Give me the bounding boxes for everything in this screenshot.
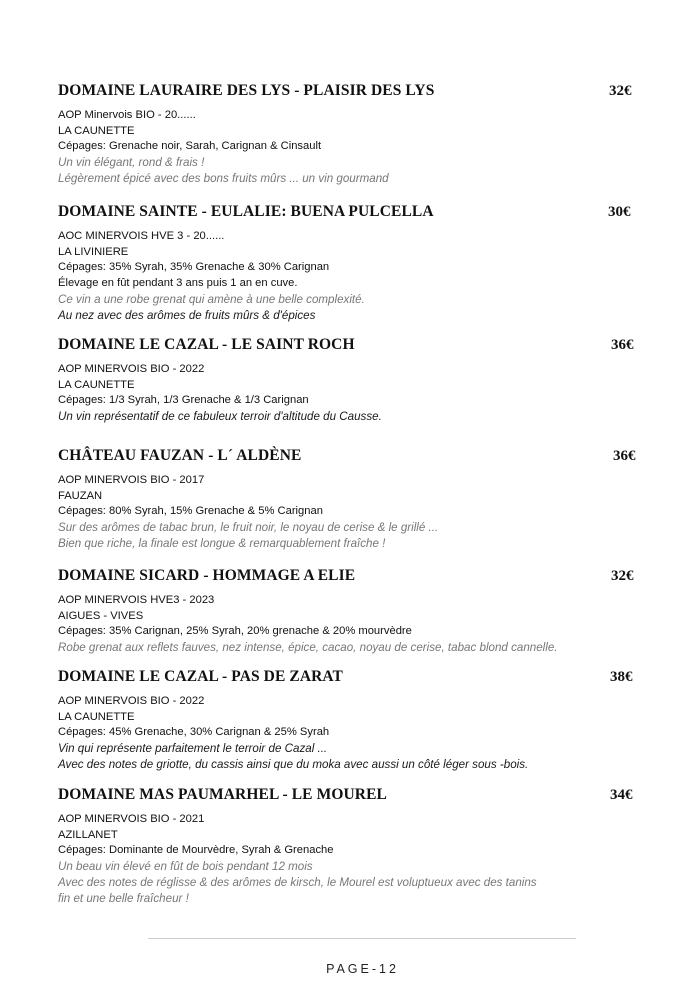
wine-cepages: Cépages: 80% Syrah, 15% Grenache & 5% Carignan [58, 505, 323, 518]
wine-description: Robe grenat aux reflets fauves, nez intense, épice, cacao, noyau de cerise, tabac blond cannelle. [58, 641, 558, 655]
wine-price: 36€ [611, 337, 634, 353]
wine-description: Légèrement épicé avec des bons fruits mûrs ... un vin gourmand [58, 171, 389, 185]
wine-description: Au nez avec des arômes de fruits mûrs & d'épices [58, 308, 316, 322]
wine-appellation: AOP MINERVOIS BIO - 2021 [58, 813, 205, 825]
wine-description: Vin qui représente parfaitement le terroir de Cazal ... [58, 742, 328, 756]
wine-cepages: Cépages: 35% Carignan, 25% Syrah, 20% grenache & 20% mourvèdre [58, 625, 412, 638]
wine-entry [58, 666, 643, 773]
wine-elevage: Élevage en fût pendant 3 ans puis 1 an en cuve. [58, 277, 298, 290]
wine-entry [58, 565, 643, 656]
wine-description: Un beau vin élevé en fût de bois pendant 12 mois [58, 860, 313, 874]
wine-title: CHÂTEAU FAUZAN - L´ ALDÈNE [58, 447, 302, 464]
wine-description: Sur des arômes de tabac brun, le fruit noir, le noyau de cerise & le grillé ... [58, 521, 439, 535]
wine-title: DOMAINE SAINTE - EULALIE: BUENA PULCELLA [58, 203, 434, 220]
wine-title: DOMAINE LE CAZAL - PAS DE ZARAT [58, 668, 343, 685]
wine-appellation: AOP MINERVOIS BIO - 2022 [58, 695, 205, 707]
footer-divider [148, 938, 576, 939]
wine-description: Bien que riche, la finale est longue & remarquablement fraîche ! [58, 536, 386, 550]
wine-description: Un vin représentatif de ce fabuleux terroir d'altitude du Causse. [58, 410, 382, 424]
wine-appellation: AOP MINERVOIS BIO - 2022 [58, 363, 205, 375]
wine-cepages: Cépages: 1/3 Syrah, 1/3 Grenache & 1/3 Carignan [58, 394, 309, 407]
wine-price: 32€ [611, 568, 634, 584]
wine-title: DOMAINE LAURAIRE DES LYS - PLAISIR DES LYS [58, 82, 435, 99]
wine-village: FAUZAN [58, 489, 103, 502]
wine-village: LA CAUNETTE [58, 710, 135, 723]
wine-entry [58, 784, 643, 906]
page-number: PAGE-12 [326, 962, 399, 976]
wine-price: 32€ [609, 83, 632, 99]
wine-village: AZILLANET [58, 828, 118, 841]
wine-description: Avec des notes de réglisse & des arômes de kirsch, le Mourel est voluptueux avec des tanins [58, 875, 537, 889]
wine-price: 36€ [613, 448, 636, 464]
wine-village: LA LIVINIERE [58, 245, 129, 258]
wine-entry [58, 80, 643, 187]
wine-entry [58, 201, 643, 323]
wine-village: LA CAUNETTE [58, 124, 135, 137]
wine-cepages: Cépages: 45% Grenache, 30% Carignan & 25% Syrah [58, 726, 330, 739]
wine-title: DOMAINE LE CAZAL - LE SAINT ROCH [58, 336, 355, 353]
wine-description: Un vin élégant, rond & frais ! [58, 156, 205, 170]
wine-cepages: Cépages: 35% Syrah, 35% Grenache & 30% Carignan [58, 261, 330, 274]
wine-title: DOMAINE SICARD - HOMMAGE A ELIE [58, 567, 356, 584]
wine-cepages: Cépages: Dominante de Mourvèdre, Syrah & Grenache [58, 844, 334, 857]
wine-price: 38€ [610, 669, 633, 685]
wine-village: AIGUES - VIVES [58, 609, 144, 622]
wine-title: DOMAINE MAS PAUMARHEL - LE MOUREL [58, 786, 387, 803]
wine-price: 30€ [608, 204, 631, 220]
wine-entry [58, 334, 643, 425]
wine-description: Avec des notes de griotte, du cassis ainsi que du moka avec aussi un côté léger sous -bois. [58, 757, 529, 771]
wine-price: 34€ [610, 787, 633, 803]
wine-appellation: AOP MINERVOIS BIO - 2017 [58, 474, 205, 486]
wine-cepages: Cépages: Grenache noir, Sarah, Carignan & Cinsault [58, 140, 322, 153]
wine-appellation: AOC MINERVOIS HVE 3 - 20...... [58, 230, 225, 242]
wine-village: LA CAUNETTE [58, 378, 135, 391]
wine-description: Ce vin a une robe grenat qui amène à une belle complexité. [58, 292, 365, 306]
wine-entry [58, 445, 643, 552]
wine-appellation: AOP MINERVOIS HVE3 - 2023 [58, 594, 215, 606]
wine-description: fin et une belle fraîcheur ! [58, 891, 189, 905]
wine-appellation: AOP Minervois BIO - 20...... [58, 109, 196, 121]
